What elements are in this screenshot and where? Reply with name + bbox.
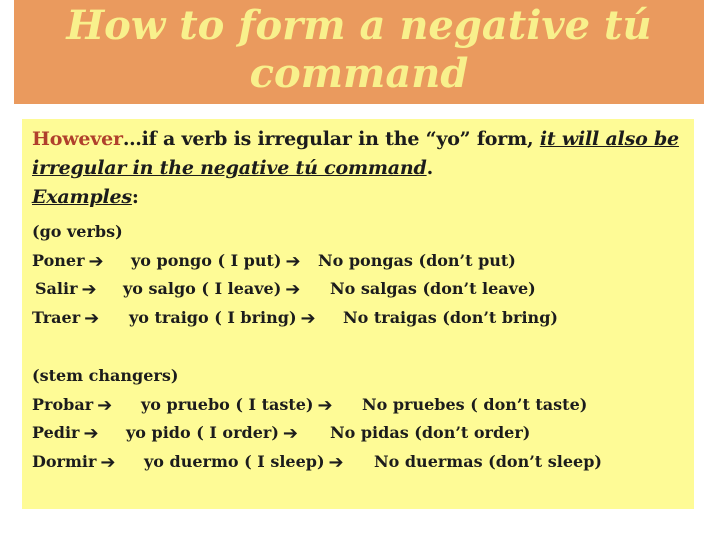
stem-changers-group xyxy=(32,366,692,480)
arrow-right-icon: ➔ xyxy=(285,250,301,272)
verb-cell xyxy=(35,279,97,298)
arrow-right-icon: ➔ xyxy=(81,279,97,300)
go-verbs-group xyxy=(32,222,692,336)
verb-infinitive: Probar xyxy=(32,394,94,414)
group-header xyxy=(32,366,692,395)
intro-underlined-text: it will also be irregular in the negative tú command xyxy=(32,128,679,179)
slide-title: How to form a negative tú command xyxy=(66,2,652,97)
verb-row xyxy=(32,279,692,308)
group-header-label: (go verbs) xyxy=(32,222,123,241)
group-header-label: (stem changers) xyxy=(32,366,179,385)
negative-command: No pruebes ( don’t taste) xyxy=(362,394,588,414)
negative-command: No duermas (don’t sleep) xyxy=(374,451,602,471)
content-box xyxy=(22,119,694,509)
verb-infinitive: Salir xyxy=(35,279,78,298)
arrow-right-icon: ➔ xyxy=(83,423,99,444)
yo-form: yo duermo ( I sleep) xyxy=(144,451,325,471)
arrow-right-icon: ➔ xyxy=(88,250,104,272)
title-bar xyxy=(14,0,704,104)
verb-row xyxy=(32,251,692,280)
arrow-right-icon: ➔ xyxy=(84,307,100,329)
verb-cell xyxy=(32,251,104,270)
verb-row xyxy=(32,395,692,424)
negative-command: No salgas (don’t leave) xyxy=(330,279,536,298)
negative-command: No traigas (don’t bring) xyxy=(343,307,558,327)
verb-row xyxy=(32,423,692,452)
group-header xyxy=(32,222,692,251)
arrow-right-icon: ➔ xyxy=(317,394,333,416)
examples-colon: : xyxy=(131,186,139,208)
yo-form-cell xyxy=(141,395,333,414)
yo-form: yo salgo ( I leave) xyxy=(123,279,282,298)
yo-form: yo pongo ( I put) xyxy=(131,250,282,270)
arrow-right-icon: ➔ xyxy=(282,423,298,444)
verb-cell xyxy=(32,395,112,414)
arrow-right-icon: ➔ xyxy=(300,307,316,329)
yo-form-cell xyxy=(129,308,316,327)
verb-row xyxy=(32,308,692,337)
arrow-right-icon: ➔ xyxy=(100,451,116,473)
verb-infinitive: Dormir xyxy=(32,451,97,471)
yo-form: yo pruebo ( I taste) xyxy=(141,394,314,414)
intro-text: …if a verb is irregular in the “yo” form, xyxy=(122,128,540,150)
verb-cell xyxy=(32,308,99,327)
yo-form-cell xyxy=(131,251,301,270)
negative-command: No pongas (don’t put) xyxy=(318,250,516,270)
verb-cell xyxy=(32,452,116,471)
intro-period: . xyxy=(426,157,434,179)
intro-paragraph xyxy=(32,125,688,212)
yo-form-cell xyxy=(126,423,298,442)
verb-infinitive: Poner xyxy=(32,250,85,270)
yo-form: yo traigo ( I bring) xyxy=(129,307,297,327)
yo-form: yo pido ( I order) xyxy=(126,423,279,442)
arrow-right-icon: ➔ xyxy=(97,394,113,416)
arrow-right-icon: ➔ xyxy=(285,279,301,300)
yo-form-cell xyxy=(123,279,300,298)
verb-infinitive: Traer xyxy=(32,307,81,327)
negative-command: No pidas (don’t order) xyxy=(330,423,531,442)
examples-label: Examples xyxy=(32,186,132,208)
verb-row xyxy=(32,452,692,481)
examples-line xyxy=(32,183,688,212)
verb-cell xyxy=(32,423,99,442)
yo-form-cell xyxy=(144,452,344,471)
arrow-right-icon: ➔ xyxy=(328,451,344,473)
lead-word: However xyxy=(32,128,123,150)
verb-infinitive: Pedir xyxy=(32,423,80,442)
